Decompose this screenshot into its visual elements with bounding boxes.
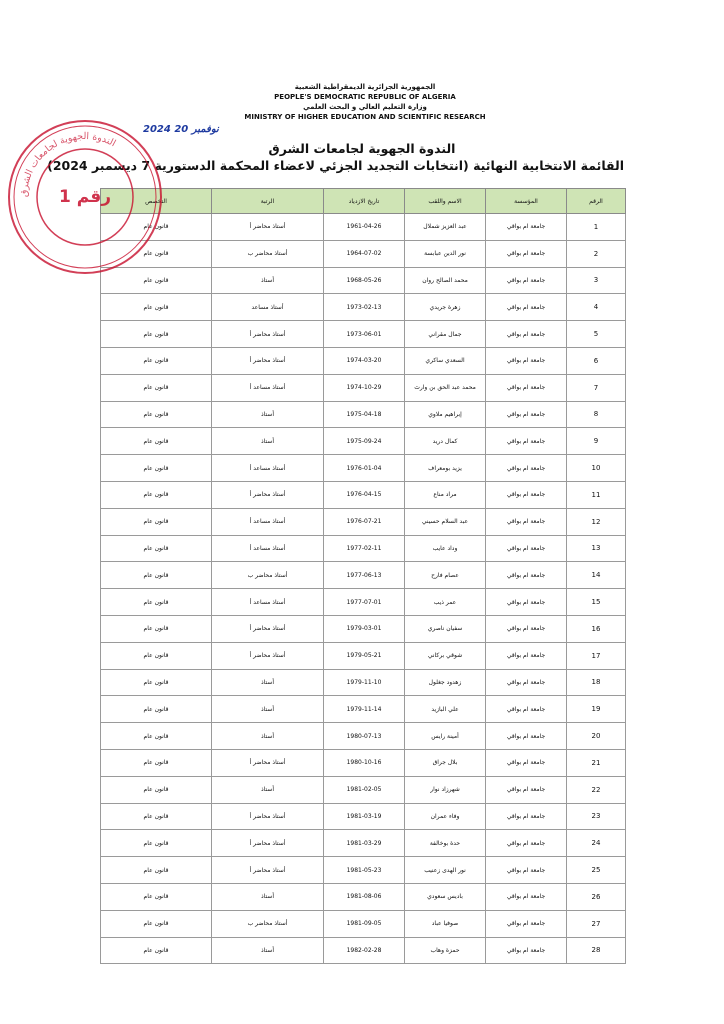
- cell-rank: أستاذ: [212, 428, 324, 455]
- cell-birth-date: 1977-02-11: [324, 535, 405, 562]
- cell-rank: أستاذ محاضر أ: [212, 321, 324, 348]
- cell-number: 15: [567, 589, 626, 616]
- cell-birth-date: 1975-04-18: [324, 401, 405, 428]
- cell-number: 2: [567, 240, 626, 267]
- cell-specialty: قانون عام: [101, 267, 212, 294]
- cell-institution: جامعة ام بواقي: [486, 267, 567, 294]
- cell-institution: جامعة ام بواقي: [486, 508, 567, 535]
- cell-birth-date: 1981-03-19: [324, 803, 405, 830]
- cell-number: 14: [567, 562, 626, 589]
- cell-rank: أستاذ محاضر أ: [212, 857, 324, 884]
- header-full-name: الاسم واللقب: [405, 189, 486, 214]
- table-row: [101, 937, 626, 964]
- cell-institution: جامعة ام بواقي: [486, 374, 567, 401]
- cell-specialty: قانون عام: [101, 696, 212, 723]
- cell-institution: جامعة ام بواقي: [486, 937, 567, 964]
- cell-institution: جامعة ام بواقي: [486, 883, 567, 910]
- cell-birth-date: 1973-02-13: [324, 294, 405, 321]
- republic-name-english: PEOPLE'S DEMOCRATIC REPUBLIC OF ALGERIA: [274, 93, 456, 101]
- table-row: [101, 535, 626, 562]
- cell-rank: أستاذ: [212, 776, 324, 803]
- cell-rank: أستاذ محاضر أ: [212, 749, 324, 776]
- cell-rank: أستاذ مساعد أ: [212, 374, 324, 401]
- cell-birth-date: 1974-03-20: [324, 347, 405, 374]
- cell-specialty: قانون عام: [101, 321, 212, 348]
- cell-number: 20: [567, 723, 626, 750]
- cell-rank: أستاذ: [212, 696, 324, 723]
- cell-rank: أستاذ محاضر ب: [212, 240, 324, 267]
- cell-institution: جامعة ام بواقي: [486, 240, 567, 267]
- cell-institution: جامعة ام بواقي: [486, 589, 567, 616]
- cell-rank: أستاذ محاضر أ: [212, 615, 324, 642]
- table-row: [101, 214, 626, 241]
- cell-institution: جامعة ام بواقي: [486, 562, 567, 589]
- cell-full-name: عبد السلام حسيني: [405, 508, 486, 535]
- cell-institution: جامعة ام بواقي: [486, 401, 567, 428]
- cell-full-name: عمر ذيب: [405, 589, 486, 616]
- cell-birth-date: 1961-04-26: [324, 214, 405, 241]
- header-birth-date: تاريخ الازدياد: [324, 189, 405, 214]
- cell-birth-date: 1979-11-14: [324, 696, 405, 723]
- cell-specialty: قانون عام: [101, 240, 212, 267]
- cell-rank: أستاذ محاضر أ: [212, 642, 324, 669]
- list-title: القائمة الانتخابية النهائية (انتخابات التجديد الجزئي لاعضاء المحكمة الدستورية 7 ديسمبر 2024): [47, 158, 624, 173]
- cell-number: 24: [567, 830, 626, 857]
- cell-rank: أستاذ محاضر أ: [212, 347, 324, 374]
- cell-full-name: عصام فارح: [405, 562, 486, 589]
- cell-full-name: حمزة وهاب: [405, 937, 486, 964]
- table-row: [101, 294, 626, 321]
- table-row: [101, 508, 626, 535]
- table-row: [101, 830, 626, 857]
- cell-specialty: قانون عام: [101, 214, 212, 241]
- cell-full-name: وداد عايب: [405, 535, 486, 562]
- cell-number: 27: [567, 910, 626, 937]
- cell-specialty: قانون عام: [101, 749, 212, 776]
- table-row: [101, 321, 626, 348]
- table-row: [101, 615, 626, 642]
- cell-rank: أستاذ محاضر ب: [212, 910, 324, 937]
- cell-specialty: قانون عام: [101, 803, 212, 830]
- cell-specialty: قانون عام: [101, 830, 212, 857]
- cell-number: 19: [567, 696, 626, 723]
- ministry-name-english: MINISTRY OF HIGHER EDUCATION AND SCIENTIFIC RESEARCH: [244, 113, 486, 121]
- table-row: [101, 776, 626, 803]
- cell-birth-date: 1979-11-10: [324, 669, 405, 696]
- cell-institution: جامعة ام بواقي: [486, 214, 567, 241]
- cell-rank: أستاذ: [212, 937, 324, 964]
- cell-specialty: قانون عام: [101, 347, 212, 374]
- cell-specialty: قانون عام: [101, 455, 212, 482]
- cell-institution: جامعة ام بواقي: [486, 776, 567, 803]
- cell-full-name: علي البازيد: [405, 696, 486, 723]
- table-row: [101, 883, 626, 910]
- document-titles: [47, 140, 624, 174]
- cell-rank: أستاذ مساعد: [212, 294, 324, 321]
- cell-number: 3: [567, 267, 626, 294]
- table-row: [101, 857, 626, 884]
- cell-rank: أستاذ محاضر ب: [212, 562, 324, 589]
- cell-full-name: شهرزاد نوار: [405, 776, 486, 803]
- cell-full-name: جمال مقراني: [405, 321, 486, 348]
- cell-full-name: حدة بوخالفة: [405, 830, 486, 857]
- cell-rank: أستاذ مساعد أ: [212, 535, 324, 562]
- cell-full-name: محمد عبد الحق بن وارث: [405, 374, 486, 401]
- cell-birth-date: 1982-02-28: [324, 937, 405, 964]
- cell-birth-date: 1979-05-21: [324, 642, 405, 669]
- cell-rank: أستاذ: [212, 883, 324, 910]
- cell-number: 21: [567, 749, 626, 776]
- cell-institution: جامعة ام بواقي: [486, 723, 567, 750]
- cell-birth-date: 1981-09-05: [324, 910, 405, 937]
- cell-birth-date: 1964-07-02: [324, 240, 405, 267]
- table-row: [101, 803, 626, 830]
- cell-specialty: قانون عام: [101, 481, 212, 508]
- cell-institution: جامعة ام بواقي: [486, 910, 567, 937]
- cell-number: 18: [567, 669, 626, 696]
- cell-birth-date: 1974-10-29: [324, 374, 405, 401]
- cell-birth-date: 1976-01-04: [324, 455, 405, 482]
- cell-specialty: قانون عام: [101, 508, 212, 535]
- cell-institution: جامعة ام بواقي: [486, 830, 567, 857]
- cell-birth-date: 1977-07-01: [324, 589, 405, 616]
- table-row: [101, 428, 626, 455]
- cell-full-name: زهدود جغلول: [405, 669, 486, 696]
- cell-birth-date: 1981-02-05: [324, 776, 405, 803]
- cell-institution: جامعة ام بواقي: [486, 749, 567, 776]
- cell-institution: جامعة ام بواقي: [486, 294, 567, 321]
- cell-full-name: إبراهيم ملاوي: [405, 401, 486, 428]
- conference-title: الندوة الجهوية لجامعات الشرق: [268, 141, 456, 156]
- cell-specialty: قانون عام: [101, 857, 212, 884]
- header-rank: الرتبة: [212, 189, 324, 214]
- table-row: [101, 267, 626, 294]
- table-row: [101, 669, 626, 696]
- document-header: [180, 82, 550, 122]
- cell-rank: أستاذ: [212, 267, 324, 294]
- cell-institution: جامعة ام بواقي: [486, 615, 567, 642]
- cell-number: 26: [567, 883, 626, 910]
- cell-number: 10: [567, 455, 626, 482]
- cell-number: 11: [567, 481, 626, 508]
- table-row: [101, 401, 626, 428]
- cell-full-name: كمال دريد: [405, 428, 486, 455]
- cell-specialty: قانون عام: [101, 428, 212, 455]
- cell-rank: أستاذ محاضر أ: [212, 803, 324, 830]
- cell-institution: جامعة ام بواقي: [486, 696, 567, 723]
- stamp-number-label: رقم 1: [58, 187, 112, 207]
- cell-number: 7: [567, 374, 626, 401]
- header-institution: المؤسسة: [486, 189, 567, 214]
- cell-birth-date: 1976-04-15: [324, 481, 405, 508]
- cell-number: 12: [567, 508, 626, 535]
- cell-birth-date: 1977-06-13: [324, 562, 405, 589]
- cell-specialty: قانون عام: [101, 535, 212, 562]
- cell-full-name: بلال جراق: [405, 749, 486, 776]
- stamp-ring-text: الندوة الجهوية لجامعات الشرق: [18, 130, 118, 198]
- table-header-row: [101, 189, 626, 214]
- cell-specialty: قانون عام: [101, 883, 212, 910]
- cell-birth-date: 1976-07-21: [324, 508, 405, 535]
- cell-birth-date: 1973-06-01: [324, 321, 405, 348]
- official-stamp: [6, 118, 164, 276]
- cell-number: 13: [567, 535, 626, 562]
- cell-full-name: صوفيا عباد: [405, 910, 486, 937]
- cell-specialty: قانون عام: [101, 669, 212, 696]
- cell-rank: أستاذ: [212, 401, 324, 428]
- header-specialty: التخصص: [101, 189, 212, 214]
- cell-number: 5: [567, 321, 626, 348]
- cell-full-name: السعدي ساكري: [405, 347, 486, 374]
- cell-number: 8: [567, 401, 626, 428]
- table-row: [101, 589, 626, 616]
- cell-rank: أستاذ: [212, 669, 324, 696]
- cell-specialty: قانون عام: [101, 910, 212, 937]
- cell-number: 28: [567, 937, 626, 964]
- table-row: [101, 642, 626, 669]
- cell-full-name: وفاء عمران: [405, 803, 486, 830]
- cell-full-name: باديس سعودي: [405, 883, 486, 910]
- cell-specialty: قانون عام: [101, 642, 212, 669]
- cell-rank: أستاذ محاضر أ: [212, 830, 324, 857]
- table-row: [101, 696, 626, 723]
- cell-institution: جامعة ام بواقي: [486, 669, 567, 696]
- cell-rank: أستاذ مساعد أ: [212, 589, 324, 616]
- cell-birth-date: 1968-05-26: [324, 267, 405, 294]
- cell-birth-date: 1975-09-24: [324, 428, 405, 455]
- cell-institution: جامعة ام بواقي: [486, 347, 567, 374]
- date-mark: 2024 نوفمبر 20: [143, 124, 219, 135]
- cell-rank: أستاذ مساعد أ: [212, 508, 324, 535]
- cell-institution: جامعة ام بواقي: [486, 803, 567, 830]
- table-row: [101, 723, 626, 750]
- table-row: [101, 455, 626, 482]
- header-number: الرقم: [567, 189, 626, 214]
- table-row: [101, 749, 626, 776]
- cell-full-name: محمد الصالح روان: [405, 267, 486, 294]
- cell-specialty: قانون عام: [101, 776, 212, 803]
- cell-specialty: قانون عام: [101, 401, 212, 428]
- cell-specialty: قانون عام: [101, 374, 212, 401]
- cell-birth-date: 1980-07-13: [324, 723, 405, 750]
- cell-institution: جامعة ام بواقي: [486, 642, 567, 669]
- cell-number: 16: [567, 615, 626, 642]
- cell-full-name: عبد العزيز شملال: [405, 214, 486, 241]
- table-row: [101, 562, 626, 589]
- cell-full-name: سفيان ناصري: [405, 615, 486, 642]
- cell-institution: جامعة ام بواقي: [486, 428, 567, 455]
- cell-number: 9: [567, 428, 626, 455]
- cell-specialty: قانون عام: [101, 562, 212, 589]
- cell-number: 25: [567, 857, 626, 884]
- cell-specialty: قانون عام: [101, 615, 212, 642]
- cell-institution: جامعة ام بواقي: [486, 857, 567, 884]
- cell-birth-date: 1981-05-23: [324, 857, 405, 884]
- cell-rank: أستاذ محاضر أ: [212, 214, 324, 241]
- cell-full-name: يزيد بومعراف: [405, 455, 486, 482]
- cell-institution: جامعة ام بواقي: [486, 481, 567, 508]
- cell-number: 22: [567, 776, 626, 803]
- electoral-list-table: [100, 188, 626, 964]
- table-row: [101, 347, 626, 374]
- table-row: [101, 240, 626, 267]
- cell-full-name: نور الهدى زعنيب: [405, 857, 486, 884]
- table-row: [101, 481, 626, 508]
- cell-rank: أستاذ: [212, 723, 324, 750]
- cell-full-name: زهرة جريدي: [405, 294, 486, 321]
- ministry-name-arabic: وزارة التعليم العالي و البحث العلمي: [303, 103, 427, 111]
- cell-birth-date: 1981-08-06: [324, 883, 405, 910]
- cell-institution: جامعة ام بواقي: [486, 455, 567, 482]
- cell-rank: أستاذ مساعد أ: [212, 455, 324, 482]
- cell-number: 1: [567, 214, 626, 241]
- cell-institution: جامعة ام بواقي: [486, 321, 567, 348]
- cell-number: 4: [567, 294, 626, 321]
- table-row: [101, 374, 626, 401]
- cell-rank: أستاذ محاضر أ: [212, 481, 324, 508]
- cell-specialty: قانون عام: [101, 294, 212, 321]
- table-row: [101, 910, 626, 937]
- cell-birth-date: 1979-03-01: [324, 615, 405, 642]
- cell-institution: جامعة ام بواقي: [486, 535, 567, 562]
- cell-full-name: نور الدين عبابسة: [405, 240, 486, 267]
- cell-birth-date: 1981-03-29: [324, 830, 405, 857]
- republic-name-arabic: الجمهورية الجزائرية الديمقراطية الشعبية: [294, 83, 436, 91]
- cell-birth-date: 1980-10-16: [324, 749, 405, 776]
- cell-full-name: أمينة رايس: [405, 723, 486, 750]
- cell-number: 6: [567, 347, 626, 374]
- cell-specialty: قانون عام: [101, 937, 212, 964]
- cell-full-name: شوقي بركاني: [405, 642, 486, 669]
- cell-number: 23: [567, 803, 626, 830]
- cell-specialty: قانون عام: [101, 723, 212, 750]
- cell-specialty: قانون عام: [101, 589, 212, 616]
- cell-number: 17: [567, 642, 626, 669]
- cell-full-name: مراد مناع: [405, 481, 486, 508]
